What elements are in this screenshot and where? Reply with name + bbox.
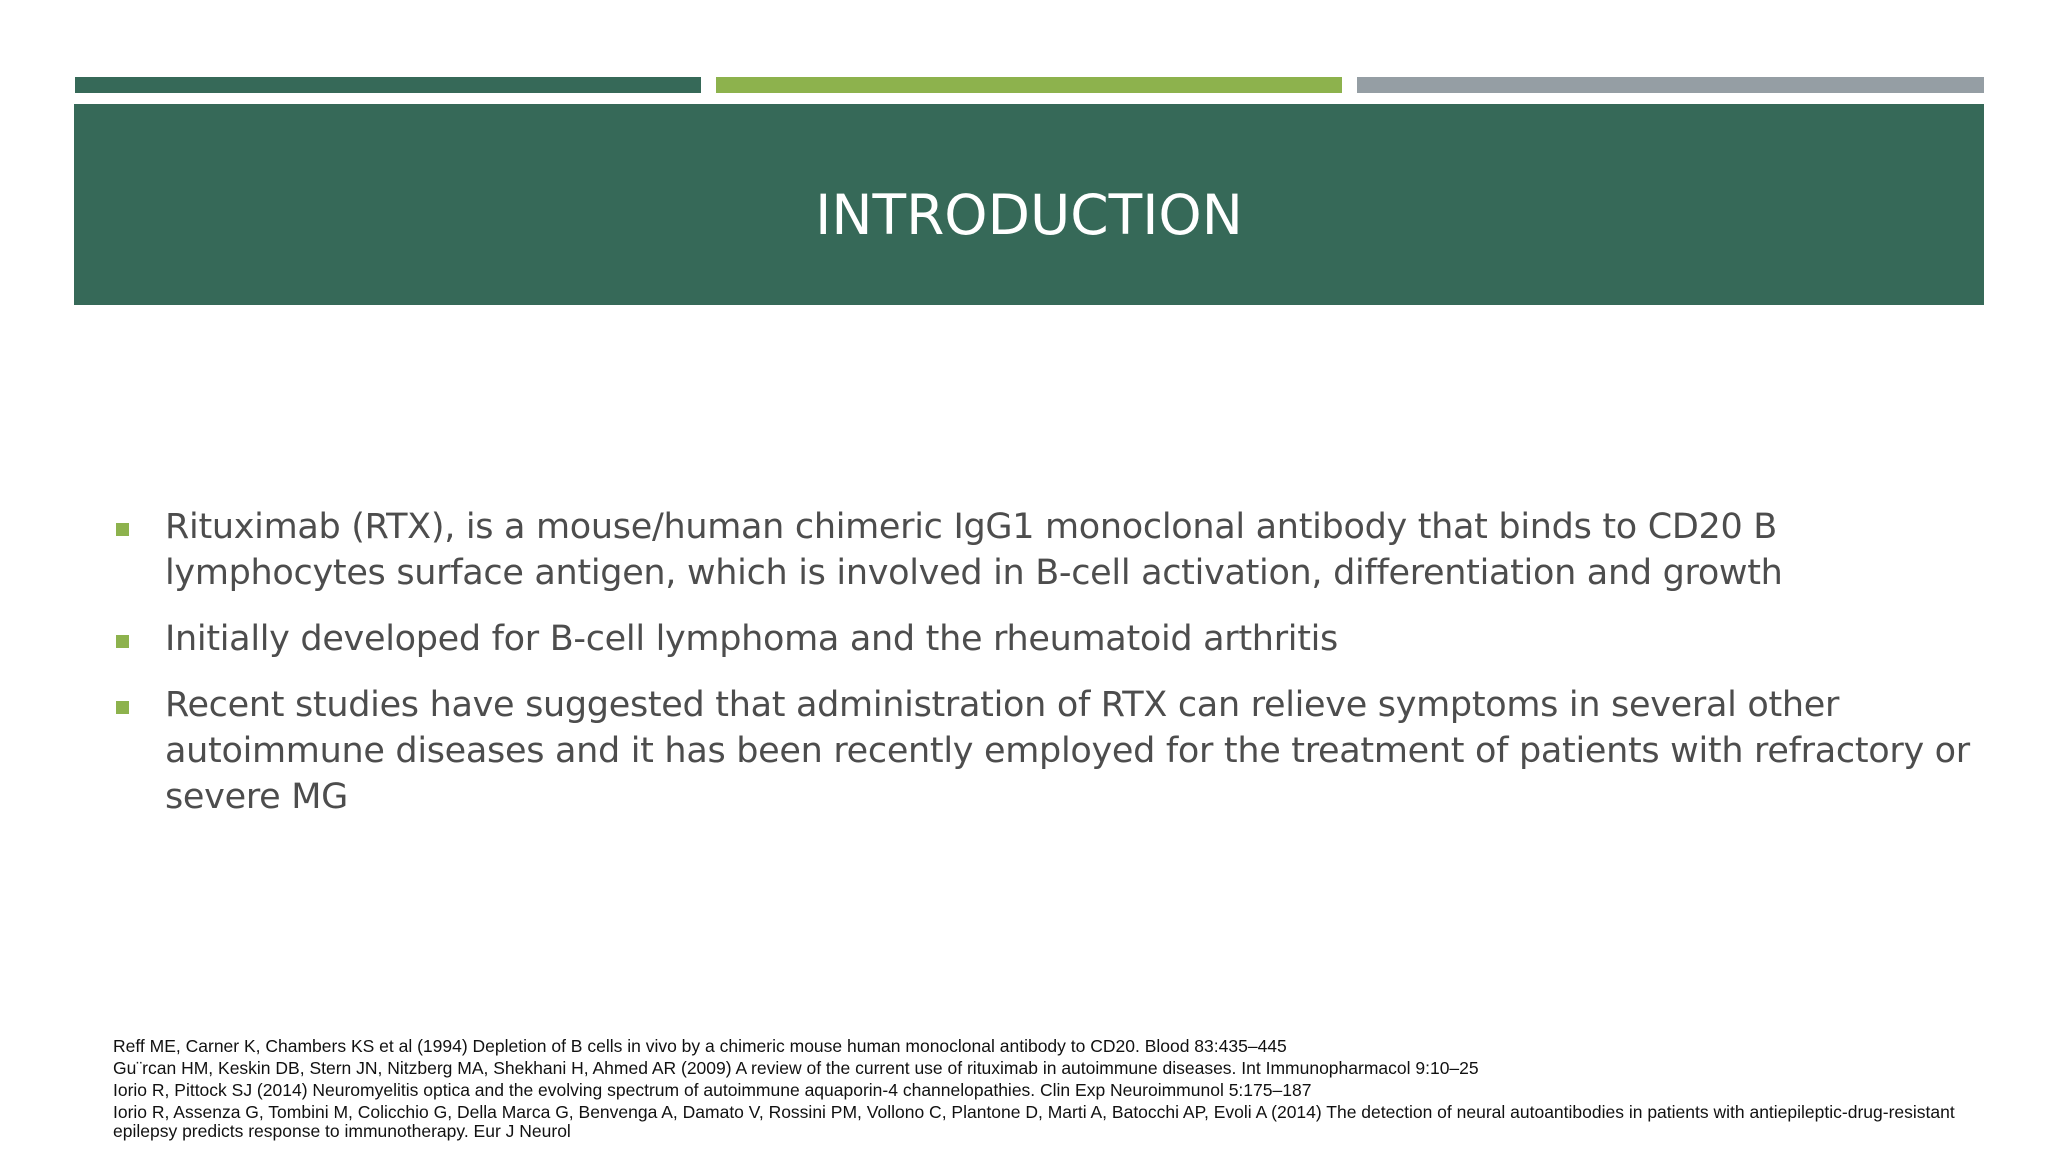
square-bullet-icon (116, 635, 129, 648)
accent-bar-dark-green (75, 77, 701, 93)
slide-title: INTRODUCTION (815, 182, 1243, 247)
accent-bar-gray (1357, 77, 1984, 93)
references (113, 1035, 1993, 1141)
bullet-item (112, 616, 1992, 662)
accent-bar-light-green (716, 77, 1342, 93)
square-bullet-icon (116, 523, 129, 536)
reference-item: Reff ME, Carner K, Chambers KS et al (1994) Depletion of B cells in vivo by a chimeric mouse human monoclonal antibody to CD20. Blood 83:435–445 (113, 1036, 1287, 1056)
square-bullet-icon (116, 701, 129, 714)
bullet-text: Rituximab (RTX), is a mouse/human chimeric IgG1 monoclonal antibody that binds to CD20 B lymphocytes surface antigen, which is involved in B-cell activation, differentiation and growth (165, 507, 1783, 593)
bullet-text: Recent studies have suggested that administration of RTX can relieve symptoms in several other autoimmune diseases and it has been recently employed for the treatment of patients with refractory or severe MG (165, 685, 1970, 817)
reference-item: Gu¨rcan HM, Keskin DB, Stern JN, Nitzberg MA, Shekhani H, Ahmed AR (2009) A review of the current use of rituximab in autoimmune diseases. Int Immunopharmacol 9:10–25 (113, 1058, 1479, 1078)
reference-item: Iorio R, Assenza G, Tombini M, Colicchio G, Della Marca G, Benvenga A, Damato V, Rossini PM, Vollono C, Plantone D, Marti A, Batocchi AP, Evoli A (2014) The detection of neural autoantibodies in patients with antiepileptic-drug-resistant epilepsy predicts response to immunotherapy. Eur J Neurol (113, 1102, 1955, 1141)
bullet-item (112, 504, 1992, 596)
bullet-list (112, 504, 1992, 840)
title-band (74, 104, 1984, 305)
reference-item: Iorio R, Pittock SJ (2014) Neuromyelitis optica and the evolving spectrum of autoimmune aquaporin-4 channelopathies. Clin Exp Neuroimmunol 5:175–187 (113, 1080, 1312, 1100)
bullet-text: Initially developed for B-cell lymphoma and the rheumatoid arthritis (165, 619, 1338, 659)
bullet-item (112, 682, 1992, 820)
